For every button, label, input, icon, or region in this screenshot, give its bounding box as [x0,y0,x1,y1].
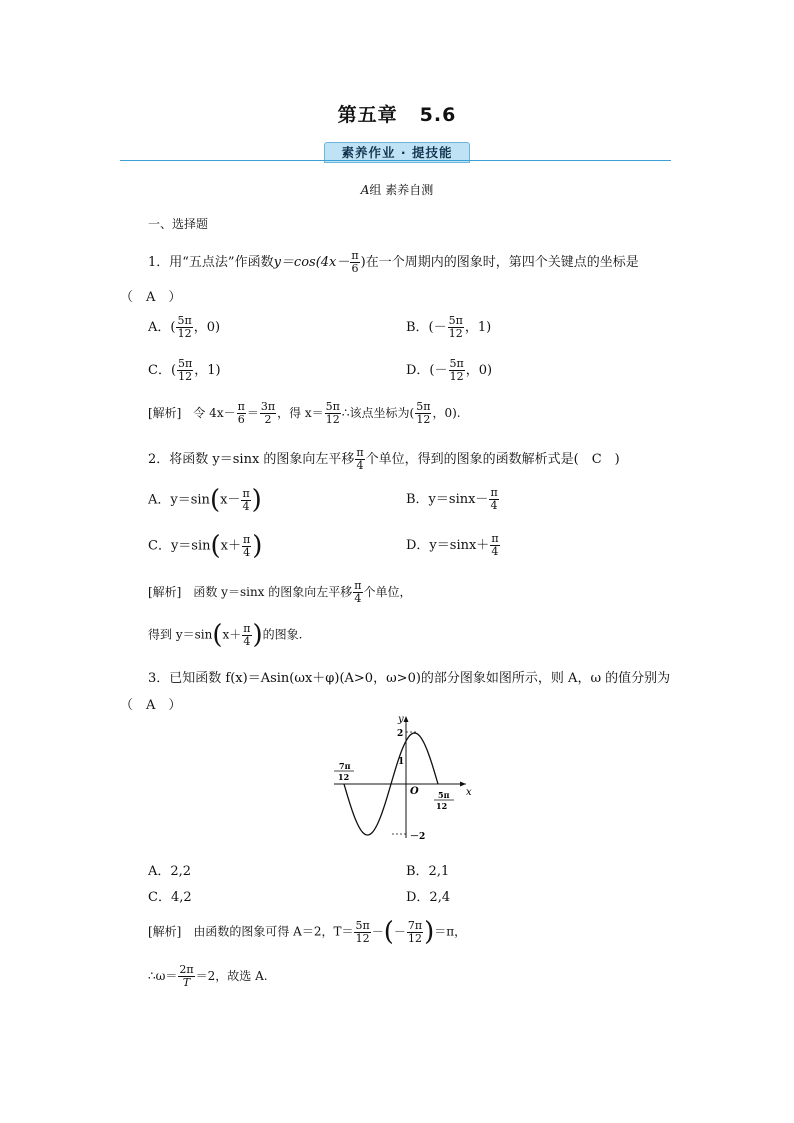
q1-option-b: B．(－ $\frac{5\pi}{12}$ ，1) [406,314,492,340]
q2-option-d: D．y＝sinx＋ $\frac{\pi}{4}$ [406,532,499,558]
section-number: 5.6 [419,104,457,126]
q3-option-d: D．2,4 [406,890,451,905]
q2-stem: 2．将函数 y＝sinx 的图象向左平移 $\frac{\pi}{4}$ 个单位，得到的图象的函数解析式是( C ) [148,446,620,472]
q3-explanation-2: ∴ω＝ $\frac{2\pi}{T}$ ＝2，故选 A. [148,963,268,989]
q3-answer: （ A ） [120,698,182,713]
q3-option-b: B．2,1 [406,864,450,879]
q1-answer: （ A ） [120,290,182,305]
tick-minus-2: －2 [410,832,426,842]
y-axis-arrow [404,716,409,722]
tick-2: 2 [397,729,404,739]
sine-graph [326,712,476,847]
q1-stem: 1．用“五点法”作函数y＝cos(4x－ $\frac{\pi}{6}$ )在一个周期内的图象时，第四个关键点的坐标是 [148,249,639,275]
right-zero-numerator: 5π [438,790,450,800]
q1-option-a: A．( $\frac{5\pi}{12}$ ，0) [148,314,221,340]
q1-explanation: [解析] 令 4x－ $\frac{\pi}{6}$ ＝ $\frac{3\pi}{2}$ ，得 x＝ $\frac{5\pi}{12}$ ∴该点坐标为( $\frac{5\pi}{12}$ ，0). [148,400,461,426]
q3-explanation-1: [解析] 由函数的图象可得 A＝2，T＝ $\frac{5\pi}{12}$ －(－ $\frac{7\pi}{12}$ )＝π， [148,917,467,947]
q1-option-d: D．(－ $\frac{5\pi}{12}$ ，0) [406,357,493,383]
fraction: $\frac{\pi}{6}$ [351,249,359,275]
left-zero-numerator: 7π [339,761,351,771]
q3-option-a: A．2,2 [148,864,192,879]
q1-option-c: C．( $\frac{5\pi}{12}$ ，1) [148,357,221,383]
x-axis-label: x [466,787,472,798]
chapter-title: 第五章 [337,104,398,126]
banner: 素养作业 · 提技能 [324,142,470,163]
left-zero-denominator: 12 [338,772,350,782]
q2-option-a: A．y＝sin(x－ $\frac{\pi}{4}$ ) [148,485,262,515]
group-title [0,181,794,198]
q3-stem: 3．已知函数 f(x)＝Asin(ωx＋φ)(A>0，ω>0)的部分图象如图所示，则 A，ω 的值分别为 [148,671,671,686]
x-axis-arrow [460,782,466,787]
header-rule [120,160,671,161]
tick-1: 1 [398,757,405,767]
group-text: 组 素养自测 [369,183,434,197]
q2-option-c: C．y＝sin(x＋ $\frac{\pi}{4}$ ) [148,531,263,561]
y-axis-label: y [398,714,404,725]
q2-explanation-2: 得到 y＝sin(x＋ $\frac{\pi}{4}$ )的图象. [148,620,303,650]
q3-option-c: C．4,2 [148,890,192,905]
section-title: 一、选择题 [148,217,209,231]
q2-option-b: B．y＝sinx－ $\frac{\pi}{4}$ [406,486,498,512]
page-title [0,100,794,127]
group-letter: A [360,183,370,197]
origin-label: O [410,786,419,797]
q2-explanation-1: [解析] 函数 y＝sinx 的图象向左平移 $\frac{\pi}{4}$ 个单位， [148,579,412,605]
right-zero-denominator: 12 [436,801,448,811]
